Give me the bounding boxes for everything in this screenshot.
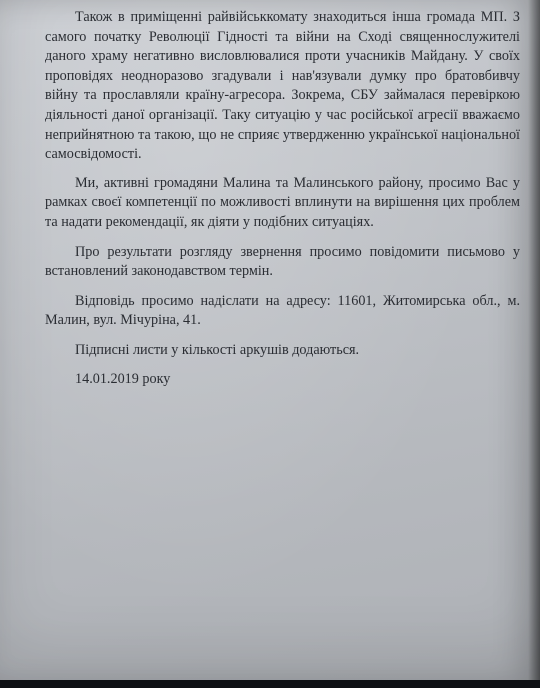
- paragraph-community: Також в приміщенні райвійськкомату знаходиться інша громада МП. З самого початку Революції Гідності та війни на Сході священнослужителі даного храму негативно висловлювалися проти учасників Майдану. У своїх проповідях неодноразово згадували і нав'язували думку про братовбивчу війну та прославляли країну-агресора. Зокрема, СБУ займалася перевіркою діяльності даної організації. Таку ситуацію у час російської агресії вважаємо неприйнятною та такою, що не сприяє утвердженню української національної самосвідомості.: [45, 9, 520, 163]
- paragraph-address: Відповідь просимо надіслати на адресу: 11601, Житомирська обл., м. Малин, вул. Мічуріна, 41.: [45, 292, 520, 329]
- page-edge-shadow: [528, 0, 540, 688]
- paragraph-attachments: Підписні листи у кількості аркушів додаються.: [75, 341, 360, 358]
- document-date: 14.01.2019 року: [75, 370, 171, 387]
- paragraph-response-request: Про результати розгляду звернення просимо повідомити письмово у встановлений законодавством термін.: [45, 243, 520, 280]
- bottom-border: [0, 680, 540, 688]
- paragraph-request: Ми, активні громадяни Малина та Малинського району, просимо Вас у рамках своєї компетенції по можливості вплинути на вирішення цих проблем та надати рекомендації, як діяти у подібних ситуаціях.: [45, 174, 520, 230]
- letter-body: [45, 8, 520, 389]
